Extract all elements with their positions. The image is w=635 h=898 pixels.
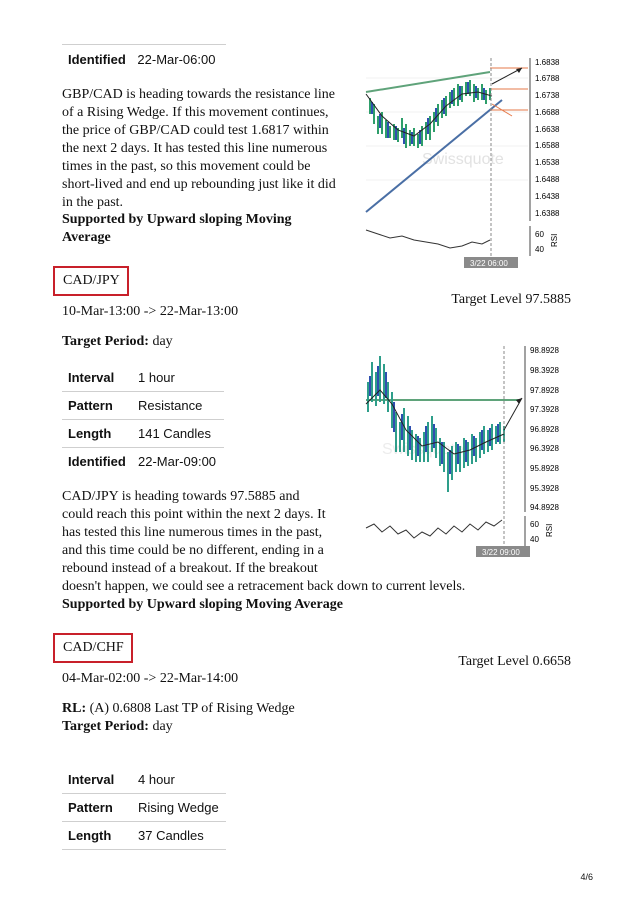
cadchf-table-row <box>62 766 226 794</box>
cadchf-table-key: Pattern <box>68 800 113 815</box>
cadchf-table-value: 37 Candles <box>138 828 204 843</box>
gbpcad-price-label: 1.6688 <box>535 108 560 117</box>
cadjpy-table-row <box>62 420 224 448</box>
cadjpy-target-period-value: day <box>152 334 173 349</box>
cadchf-symbol: CAD/CHF <box>53 633 133 663</box>
cadchf-table <box>62 766 226 850</box>
cadjpy-rsi-label: 40 <box>530 535 539 544</box>
gbpcad-watermark: Swissquote <box>422 151 504 168</box>
gbpcad-price-label: 1.6638 <box>535 125 560 134</box>
cadchf-rl-value: (A) 0.6808 Last TP of Rising Wedge <box>89 701 295 716</box>
cadjpy-price-label: 97.8928 <box>530 386 559 395</box>
gbpcad-support-note: Supported by Upward sloping Moving Average <box>62 212 292 245</box>
gbpcad-identified-value: 22-Mar-06:00 <box>137 52 216 67</box>
gbpcad-description: GBP/CAD is heading towards the resistance line of a Rising Wedge. If this movement continues, the price of GBP/CAD could test 1.6817 within the next 2 days. It has tested this line numerous times in the past, so this movement could be short-lived and end up rebounding just like it did in the past. <box>62 87 336 210</box>
gbpcad-top-rule <box>62 44 226 45</box>
cadjpy-table-value: 141 Candles <box>138 426 211 441</box>
cadchf-range: 04-Mar-02:00 -> 22-Mar-14:00 <box>62 671 239 686</box>
gbpcad-price-axis <box>535 58 560 218</box>
cadjpy-price-label: 96.8928 <box>530 425 559 434</box>
cadjpy-watermark: Swissquote <box>382 441 464 458</box>
cadjpy-support-note: Supported by Upward sloping Moving Average <box>62 597 343 612</box>
cadjpy-table-value: 1 hour <box>138 370 175 385</box>
cadchf-rl-key: RL: <box>62 701 87 716</box>
cadjpy-table-row <box>62 364 224 392</box>
cadjpy-candles <box>368 356 504 492</box>
cadchf-table-row <box>62 794 226 822</box>
cadjpy-symbol: CAD/JPY <box>53 266 129 296</box>
cadjpy-table <box>62 364 224 475</box>
cadchf-table-key: Interval <box>68 772 115 787</box>
gbpcad-price-label: 1.6738 <box>535 91 560 100</box>
page-number: 4/6 <box>580 872 593 882</box>
gbpcad-candles <box>370 80 490 148</box>
gbpcad-rsi-label: 60 <box>535 230 544 239</box>
cadjpy-table-row <box>62 448 224 476</box>
cadjpy-price-axis <box>530 346 559 512</box>
gbpcad-price-label: 1.6438 <box>535 192 560 201</box>
cadchf-target-period-key: Target Period: <box>62 719 149 734</box>
gbpcad-price-label: 1.6588 <box>535 141 560 150</box>
cadjpy-chart <box>362 342 572 558</box>
cadjpy-price-label: 95.3928 <box>530 484 559 493</box>
cadjpy-target-level: Target Level 97.5885 <box>451 292 571 307</box>
gbpcad-resistance-line <box>366 72 490 92</box>
gbpcad-price-label: 1.6788 <box>535 74 560 83</box>
gbpcad-identified-row <box>68 52 215 67</box>
cadchf-rl <box>62 700 295 718</box>
cadjpy-price-label: 95.8928 <box>530 464 559 473</box>
cadjpy-table-value: 22-Mar-09:00 <box>138 454 217 469</box>
cadchf-target-level: Target Level 0.6658 <box>458 654 571 669</box>
gbpcad-identified-key: Identified <box>68 52 126 67</box>
gbpcad-rsi-label: 40 <box>535 245 544 254</box>
cadjpy-table-row <box>62 392 224 420</box>
cadjpy-price-label: 94.8928 <box>530 503 559 512</box>
cadjpy-description-body: CAD/JPY is heading towards 97.5885 and could reach this point within the next 2 days. It has tested this line numerous times in the past, and this time could be no different, ending in a rebound instead of a breakout. If the breakout doesn't happen, we could see a retracement back down to current levels. <box>62 489 466 594</box>
gbpcad-price-label: 1.6538 <box>535 158 560 167</box>
cadchf-table-key: Length <box>68 828 112 843</box>
cadjpy-table-key: Identified <box>68 454 126 469</box>
cadchf-target-period <box>62 718 173 736</box>
gbpcad-price-label: 1.6488 <box>535 175 560 184</box>
cadjpy-table-value: Resistance <box>138 398 203 413</box>
cadchf-table-value: 4 hour <box>138 772 175 787</box>
cadjpy-rsi-label: 60 <box>530 520 539 529</box>
cadjpy-price-label: 98.8928 <box>530 346 559 355</box>
gbpcad-timestamp: 3/22 06:00 <box>470 259 508 268</box>
gbpcad-rsi-axis: RSI <box>550 233 559 247</box>
cadjpy-rsi-axis: RSI <box>545 523 554 537</box>
cadjpy-price-label: 97.3928 <box>530 405 559 414</box>
cadjpy-range: 10-Mar-13:00 -> 22-Mar-13:00 <box>62 304 239 319</box>
cadjpy-target-period-key: Target Period: <box>62 334 149 349</box>
cadjpy-timestamp: 3/22 09:00 <box>482 548 520 557</box>
gbpcad-price-label: 1.6838 <box>535 58 560 67</box>
cadjpy-table-key: Pattern <box>68 398 113 413</box>
cadchf-target-period-value: day <box>152 719 173 734</box>
gbpcad-price-label: 1.6388 <box>535 209 560 218</box>
cadjpy-table-key: Interval <box>68 370 115 385</box>
cadjpy-price-label: 98.3928 <box>530 366 559 375</box>
cadjpy-price-label: 96.3928 <box>530 444 559 453</box>
cadjpy-table-key: Length <box>68 426 112 441</box>
gbpcad-chart <box>362 54 572 268</box>
cadchf-table-row <box>62 822 226 850</box>
cadjpy-target-period <box>62 333 173 351</box>
cadchf-table-value: Rising Wedge <box>138 800 219 815</box>
